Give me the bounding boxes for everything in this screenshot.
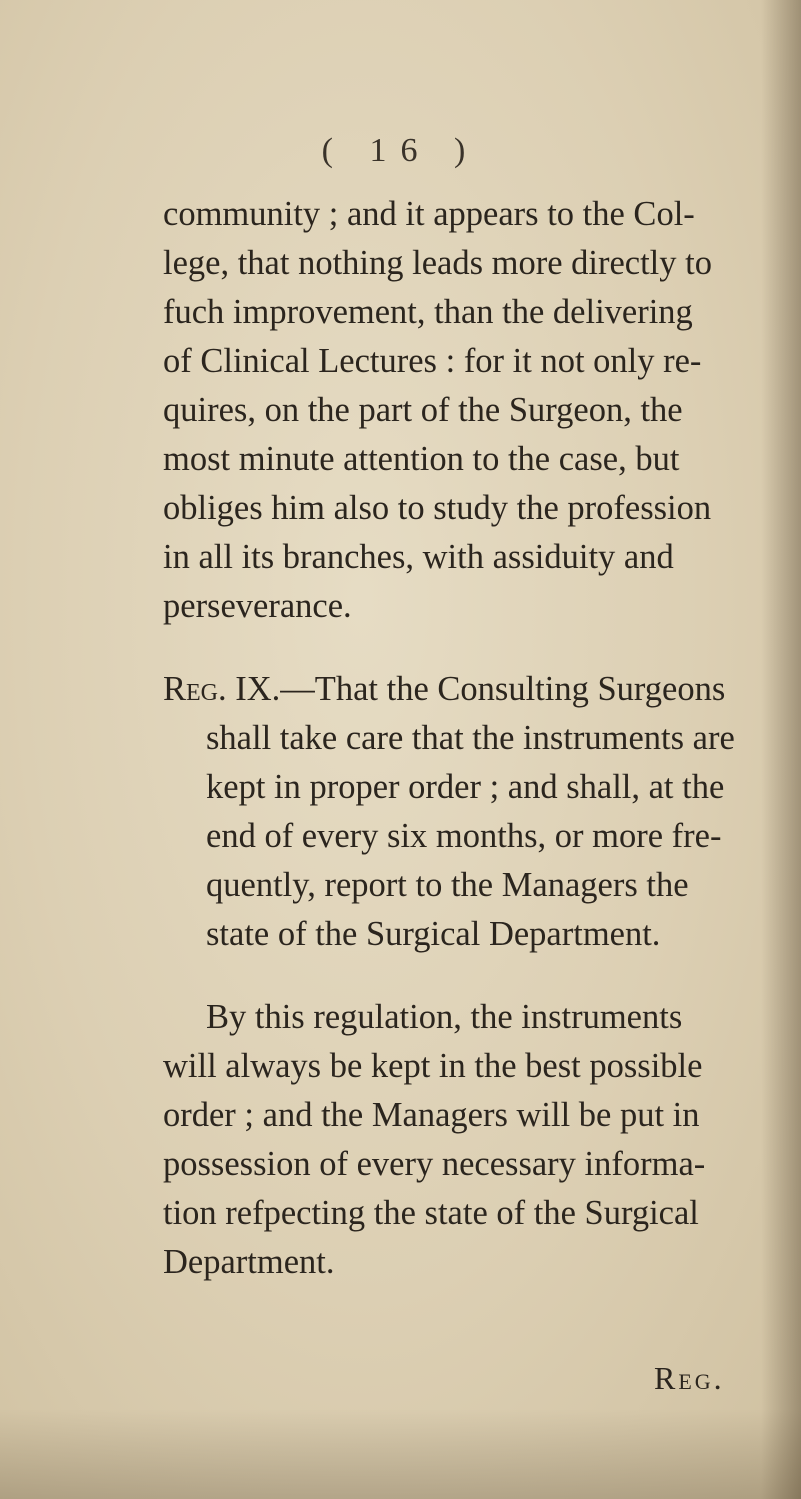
paragraph1-line-4: of Clinical Lectures : for it not only re- xyxy=(163,342,702,380)
regulation-line-3: kept in proper order ; and shall, at the xyxy=(206,768,725,806)
page-bottom-shadow xyxy=(0,1409,801,1499)
catchword: Reg. xyxy=(654,1360,725,1396)
regulation-line-4: end of every six months, or more fre- xyxy=(206,817,722,855)
paragraph2-line-2: will always be kept in the best possible xyxy=(163,1047,703,1085)
paragraph1-line-1: community ; and it appears to the Col- xyxy=(163,195,695,233)
paragraph1-line-5: quires, on the part of the Surgeon, the xyxy=(163,391,683,429)
paragraph1-line-9: perseverance. xyxy=(163,587,352,625)
paragraph1-line-8: in all its branches, with assiduity and xyxy=(163,538,674,576)
regulation-line-6: state of the Surgical Department. xyxy=(206,915,661,953)
paragraph1-line-7: obliges him also to study the profession xyxy=(163,489,712,527)
paragraph2-line-6: Department. xyxy=(163,1243,335,1281)
regulation-label: Reg. xyxy=(163,670,227,708)
regulation-heading-text: IX.—That the Consulting Surgeons xyxy=(226,670,726,708)
regulation-line-5: quently, report to the Managers the xyxy=(206,866,689,904)
paragraph2-line-5: tion refpecting the state of the Surgical xyxy=(163,1194,699,1232)
paragraph2-line-4: possession of every necessary informa- xyxy=(163,1145,706,1183)
regulation-line-2: shall take care that the instruments are xyxy=(206,719,735,757)
regulation-line-1 xyxy=(163,670,801,709)
paragraph2-line-1: By this regulation, the instruments xyxy=(206,998,683,1036)
paragraph1-line-6: most minute attention to the case, but xyxy=(163,440,680,478)
page-number: ( 16 ) xyxy=(321,132,480,169)
paragraph2-line-3: order ; and the Managers will be put in xyxy=(163,1096,700,1134)
paragraph1-line-3: fuch improvement, than the delivering xyxy=(163,293,693,331)
paragraph1-line-2: lege, that nothing leads more directly to xyxy=(163,244,712,282)
